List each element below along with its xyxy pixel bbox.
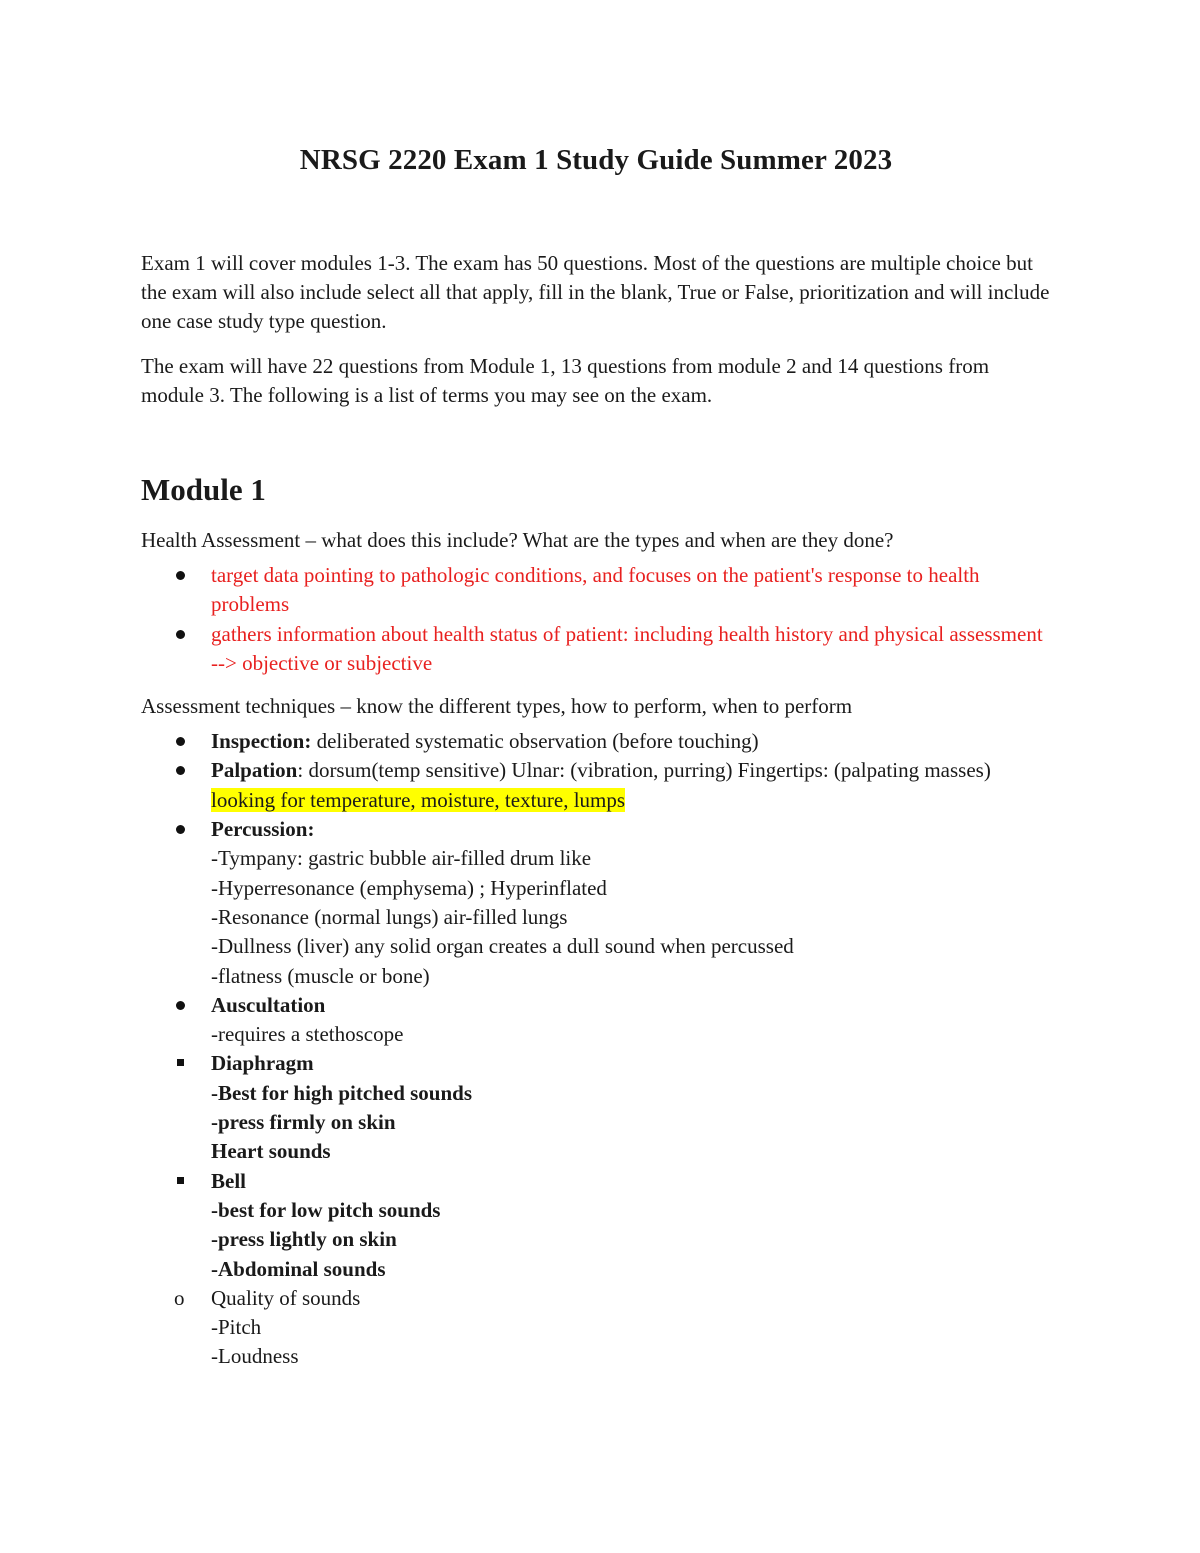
term-description: : dorsum(temp sensitive) Ulnar: (vibration, purring) Fingertips: (palpating masses) (297, 758, 991, 783)
list-item-text: target data pointing to pathologic conditions, and focuses on the patient's response to health problems (211, 563, 980, 617)
health-assessment-list (141, 561, 1051, 678)
list-item-palpation (141, 756, 1051, 815)
list-item (141, 620, 1051, 679)
list-item-diaphragm (141, 1049, 1051, 1166)
sub-line: -Dullness (liver) any solid organ creates a dull sound when percussed (211, 934, 794, 959)
sub-line: -Pitch (211, 1315, 262, 1340)
term-label: Palpation (211, 758, 298, 783)
list-item-bell (141, 1167, 1051, 1284)
list-item-text: gathers information about health status of patient: including health history and physical assessment --> objective or subjective (211, 621, 1043, 675)
sub-line: -Hyperresonance (emphysema) ; Hyperinflated (211, 875, 607, 900)
assessment-techniques-list (141, 727, 1051, 1372)
highlighted-text: looking for temperature, moisture, texture, lumps (211, 787, 626, 812)
sub-line: -press lightly on skin (211, 1227, 397, 1252)
sub-line: -Loudness (211, 1344, 299, 1369)
sub-line: -requires a stethoscope (211, 1022, 404, 1047)
list-item (141, 561, 1051, 620)
sub-line: -Abdominal sounds (211, 1256, 386, 1281)
list-item-inspection (141, 727, 1051, 756)
assessment-techniques-label: Assessment techniques – know the different types, how to perform, when to perform (141, 694, 853, 719)
module-1-heading: Module 1 (141, 472, 266, 507)
sub-line: -Best for high pitched sounds (211, 1080, 473, 1105)
sub-line: -flatness (muscle or bone) (211, 963, 430, 988)
sub-line: Heart sounds (211, 1139, 331, 1164)
term-label: Percussion: (211, 817, 315, 842)
term-label: Diaphragm (211, 1051, 314, 1076)
circle-bullet-icon: o (174, 1285, 185, 1310)
term-description: deliberated systematic observation (before touching) (311, 729, 759, 754)
document-page (141, 140, 1051, 1372)
list-item-percussion (141, 815, 1051, 991)
sub-line: -Resonance (normal lungs) air-filled lungs (211, 904, 568, 929)
sub-line: -best for low pitch sounds (211, 1197, 441, 1222)
term-label: Inspection: (211, 729, 312, 754)
list-item-quality-of-sounds (141, 1284, 1051, 1372)
sub-line: -Tympany: gastric bubble air-filled drum like (211, 846, 592, 871)
health-assessment-label: Health Assessment – what does this include? What are the types and when are they done? (141, 528, 894, 552)
intro-paragraph-2: The exam will have 22 questions from Module 1, 13 questions from module 2 and 14 questions from module 3. The following is a list of terms you may see on the exam. (141, 354, 990, 407)
term-label: Quality of sounds (211, 1285, 361, 1310)
term-label: Auscultation (211, 992, 326, 1017)
list-item-auscultation (141, 991, 1051, 1050)
sub-line: -press firmly on skin (211, 1110, 396, 1135)
intro-paragraph-1: Exam 1 will cover modules 1-3. The exam has 50 questions. Most of the questions are multiple choice but the exam will also include select all that apply, fill in the blank, True or False, prioritization and will include one case study type question. (141, 251, 1050, 333)
term-label: Bell (211, 1168, 246, 1193)
document-title: NRSG 2220 Exam 1 Study Guide Summer 2023 (299, 144, 893, 176)
